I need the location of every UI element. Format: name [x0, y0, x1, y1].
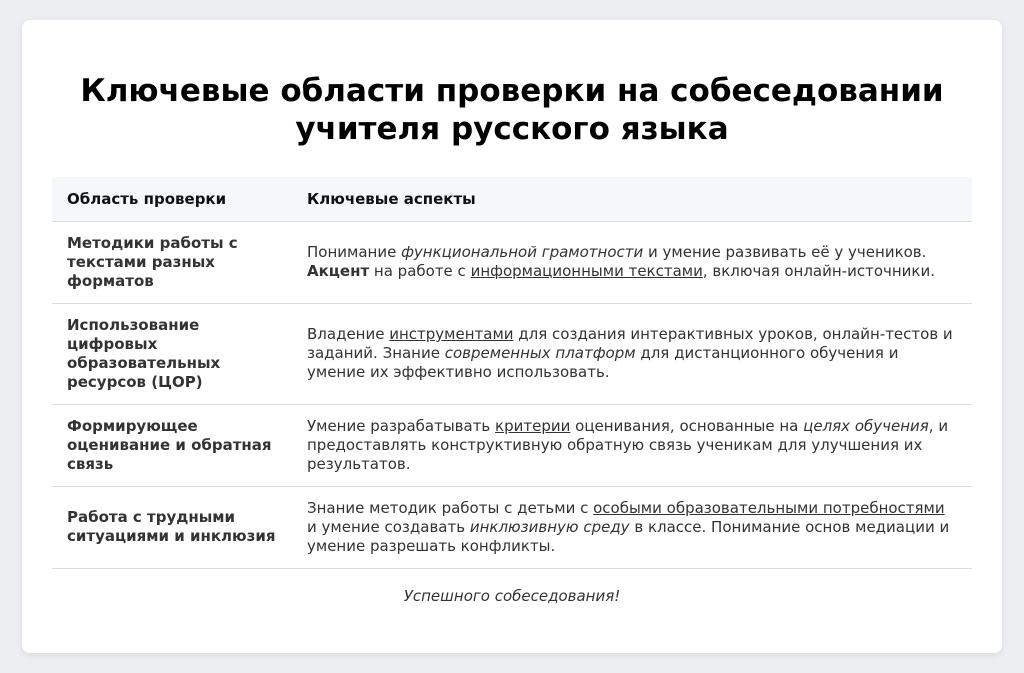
footer-message: Успешного собеседования! [403, 587, 621, 605]
aspect-text-plain: , и предоставлять конструктивную обратную связь ученикам для улучшения их результатов. [307, 416, 949, 473]
aspect-text-underline: информационными текстами [470, 262, 703, 280]
aspect-text-underline: особыми образовательными потребностями [593, 498, 945, 517]
aspects-cell [292, 221, 972, 303]
aspect-text-italic: современных платформ [444, 344, 636, 362]
content-card [22, 20, 1002, 653]
aspect-text-underline: критерии [495, 416, 571, 435]
aspect-text-underline: инструментами [389, 325, 514, 343]
aspect-text-plain: Знание методик работы с детьми с [307, 498, 594, 517]
aspect-text-plain: и умение создавать [307, 517, 470, 536]
aspect-text-plain: для дистанционного обучения и умение их эффективно использовать. [307, 344, 899, 381]
table-header-row [52, 177, 972, 221]
page-title: Ключевые области проверки на собеседовании учителя русского языка [80, 73, 944, 147]
area-cell: Использование цифровых образовательных ресурсов (ЦОР) [52, 303, 292, 404]
aspect-text-italic: целях обучения [803, 416, 929, 435]
aspect-text-italic: инклюзивную среду [469, 517, 630, 536]
column-header-aspects: Ключевые аспекты [292, 177, 972, 221]
aspect-text-plain: для создания интерактивных уроков, онлайн-тестов и заданий. Знание [307, 325, 953, 362]
table-row [52, 303, 972, 404]
column-header-area: Область проверки [52, 177, 292, 221]
aspect-text-plain: Умение разрабатывать [307, 416, 496, 435]
area-cell: Работа с трудными ситуациями и инклюзия [52, 486, 292, 568]
aspect-text-plain: Владение [307, 325, 390, 343]
table-row [52, 404, 972, 486]
aspects-cell [292, 404, 972, 486]
aspects-cell [292, 303, 972, 404]
aspect-text-bold: Акцент [307, 262, 370, 280]
interview-areas-table [52, 177, 972, 569]
table-row [52, 221, 972, 303]
aspect-text-italic: функциональной грамотности [401, 243, 644, 261]
table-row [52, 486, 972, 568]
aspects-cell [292, 486, 972, 568]
area-cell: Формирующее оценивание и обратная связь [52, 404, 292, 486]
aspect-text-plain: в классе. Понимание основ медиации и умение разрешать конфликты. [307, 517, 950, 555]
aspect-text-plain: Понимание [307, 243, 402, 261]
aspect-text-plain: , включая онлайн-источники. [702, 262, 935, 280]
aspect-text-plain: и умение развивать её у учеников. [643, 243, 927, 261]
area-cell: Методики работы с текстами разных форматов [52, 221, 292, 303]
aspect-text-plain: на работе с [369, 262, 471, 280]
aspect-text-plain: оценивания, основанные на [570, 416, 804, 435]
